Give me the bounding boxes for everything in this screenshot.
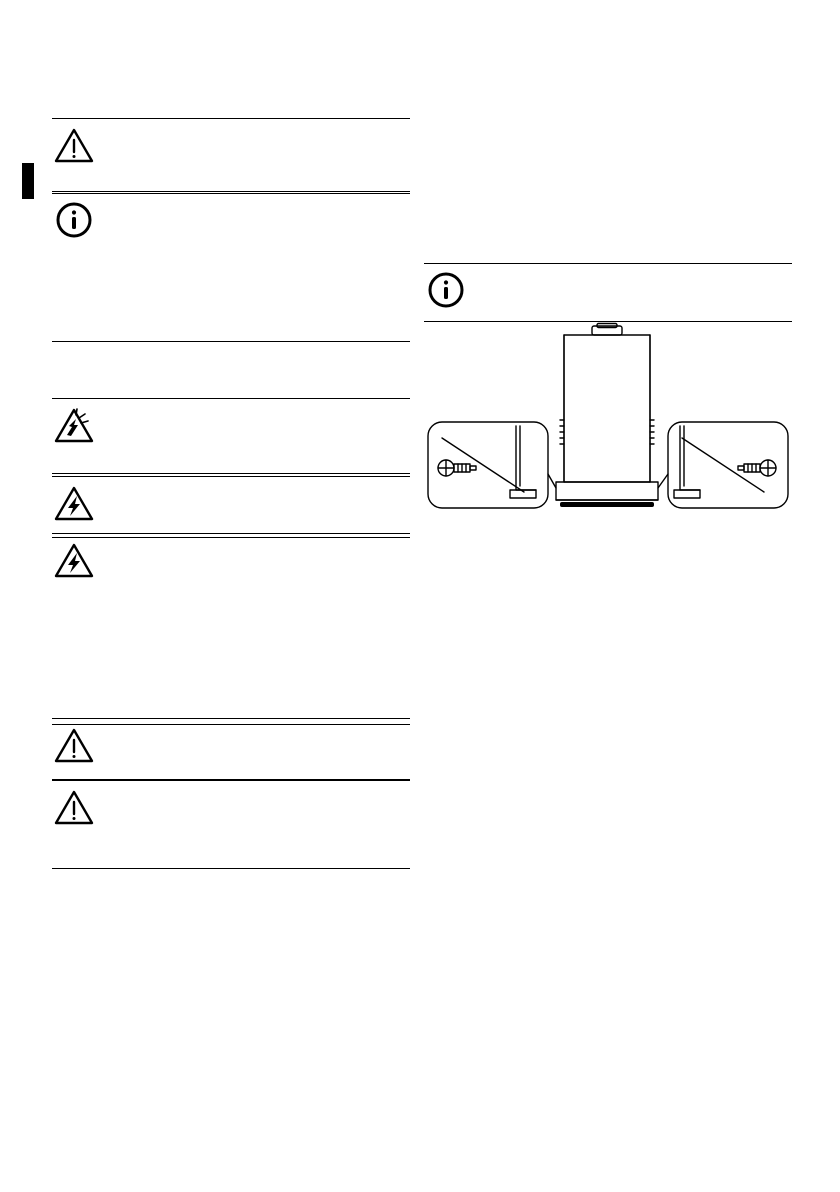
explosion-hazard-icon <box>52 405 96 445</box>
notice-body <box>52 194 410 341</box>
notice-info-1 <box>52 193 410 342</box>
notice-warning-1 <box>52 118 410 192</box>
adjustable-foot-right <box>738 460 776 476</box>
divider-bottom <box>52 191 410 192</box>
warning-triangle-icon <box>52 787 96 827</box>
information-circle-icon <box>424 270 468 310</box>
notice-body <box>52 719 410 779</box>
notice-explosion-1 <box>52 398 410 474</box>
notice-body <box>52 781 410 868</box>
handle-top <box>592 324 622 336</box>
notice-warning-3 <box>52 780 410 869</box>
notice-body <box>52 477 410 537</box>
divider-bottom <box>52 473 410 474</box>
electric-shock-icon <box>52 540 96 580</box>
notice-body <box>424 264 792 321</box>
detail-callout-left <box>428 422 548 508</box>
divider-bottom <box>52 341 410 342</box>
notice-body <box>52 534 410 724</box>
notice-body <box>52 399 410 473</box>
notice-warning-2 <box>52 718 410 780</box>
warning-triangle-icon <box>52 125 96 165</box>
appliance-body <box>556 335 658 507</box>
right-column <box>424 0 792 1192</box>
page-edge-tab-marker <box>22 163 34 199</box>
left-column <box>52 0 410 1192</box>
notice-electric-2 <box>52 533 410 725</box>
adjustable-foot-left <box>438 460 476 476</box>
warning-triangle-icon <box>52 725 96 765</box>
notice-info-2 <box>424 263 792 322</box>
information-circle-icon <box>52 200 96 240</box>
notice-electric-1 <box>52 476 410 538</box>
appliance-feet-diagram <box>424 322 792 537</box>
detail-callout-right <box>668 422 788 508</box>
notice-body <box>52 119 410 191</box>
divider-bottom <box>52 868 410 869</box>
electric-shock-icon <box>52 483 96 523</box>
